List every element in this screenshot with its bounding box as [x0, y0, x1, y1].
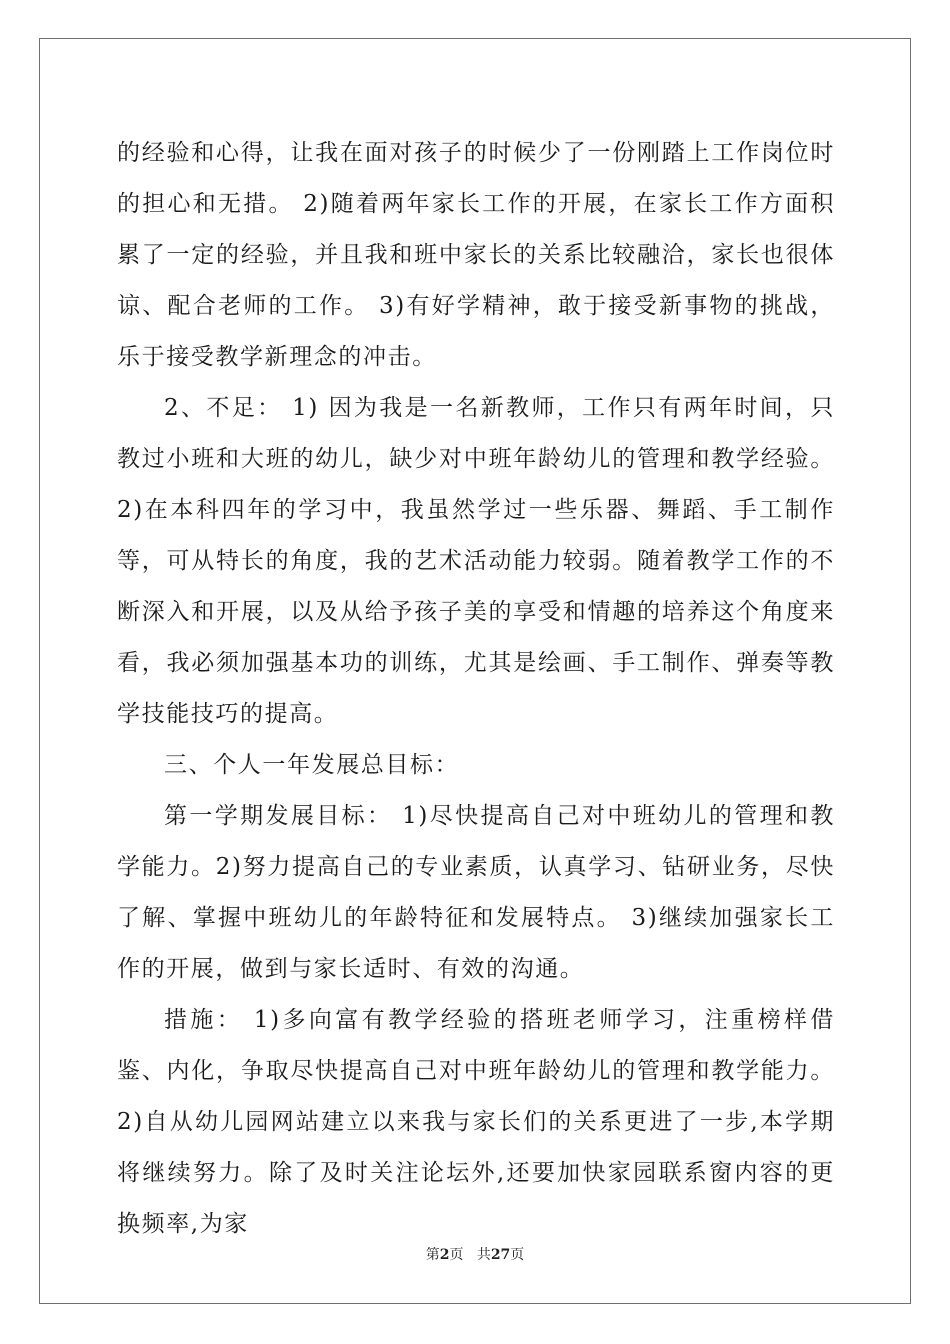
paragraph: 2、不足： 1) 因为我是一名新教师，工作只有两年时间，只教过小班和大班的幼儿，缺少对中班年龄幼儿的管理和教学经验。 2)在本科四年的学习中，我虽然学过一些乐器、舞蹈、手工制作等，可从特长的角度，我的艺术活动能力较弱。随着教学工作的不断深入和开展，以及从给予孩子美的享受和情趣的培养这个角度来看，我必须加强基本功的训练，尤其是绘画、手工制作、弹奏等教学技能技巧的提高。: [117, 395, 835, 727]
total-pages: 27: [490, 1247, 511, 1263]
page-number: 2: [439, 1247, 450, 1263]
page-suffix: 页: [449, 1247, 464, 1263]
paragraph: 第一学期发展目标： 1)尽快提高自己对中班幼儿的管理和教学能力。2)努力提高自己的专业素质，认真学习、钻研业务，尽快了解、掌握中班幼儿的年龄特征和发展特点。 3)继续加强家长工作的开展，做到与家长适时、有效的沟通。: [117, 803, 835, 982]
page-footer: [0, 1246, 950, 1264]
page-prefix: 第: [425, 1247, 440, 1263]
document-body: [117, 128, 835, 1250]
total-suffix: 页: [510, 1247, 525, 1263]
section-heading: 三、个人一年发展总目标：: [164, 752, 460, 778]
paragraph: 的经验和心得，让我在面对孩子的时候少了一份刚踏上工作岗位时的担心和无措。 2)随着两年家长工作的开展，在家长工作方面积累了一定的经验，并且我和班中家长的关系比较融洽，家长也很体谅、配合老师的工作。 3)有好学精神，敢于接受新事物的挑战，乐于接受教学新理念的冲击。: [117, 140, 835, 370]
paragraph: 措施： 1)多向富有教学经验的搭班老师学习，注重榜样借鉴、内化，争取尽快提高自己对中班年龄幼儿的管理和教学能力。2)自从幼儿园网站建立以来我与家长们的关系更进了一步,本学期将继续努力。除了及时关注论坛外,还要加快家园联系窗内容的更换频率,为家: [117, 1007, 835, 1237]
total-prefix: 共: [476, 1247, 491, 1263]
